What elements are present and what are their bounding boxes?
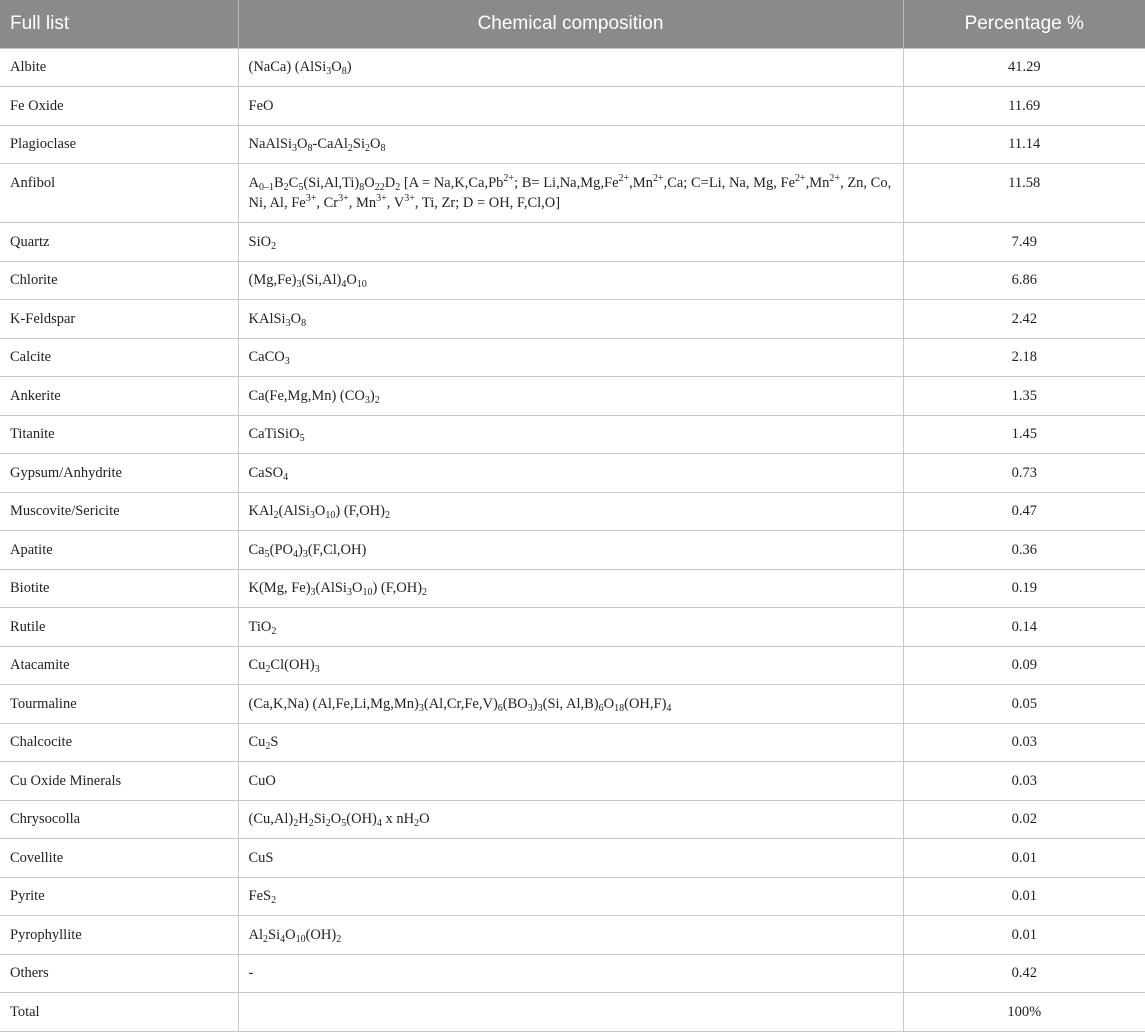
percentage-value: 6.86 — [903, 261, 1145, 300]
mineral-name: Biotite — [0, 569, 238, 608]
percentage-value: 41.29 — [903, 48, 1145, 87]
mineral-name: Atacamite — [0, 646, 238, 685]
chemical-formula: $(Mg,Fe)_3(Si,Al)_4O_{10}$ — [238, 261, 903, 300]
table-row — [0, 125, 1145, 164]
chemical-formula: $KAlSi_3O_8$ — [238, 300, 903, 339]
percentage-value: 0.01 — [903, 916, 1145, 955]
table-row — [0, 338, 1145, 377]
header-chemical-composition: Chemical composition — [238, 0, 903, 48]
table-row — [0, 87, 1145, 126]
chemical-formula — [238, 993, 903, 1032]
mineral-name: Total — [0, 993, 238, 1032]
chemical-formula: CaCO$_3$ — [238, 338, 903, 377]
percentage-value: 0.02 — [903, 800, 1145, 839]
chemical-formula: CaSO$_4$ — [238, 454, 903, 493]
table-row — [0, 164, 1145, 223]
percentage-value: 0.05 — [903, 685, 1145, 724]
chemical-formula: CuS — [238, 839, 903, 878]
chemical-formula: CuO — [238, 762, 903, 801]
chemical-formula: $KAl_2(AlSi_3O_{10})$ $(F,OH)_2$ — [238, 492, 903, 531]
percentage-value: 0.14 — [903, 608, 1145, 647]
chemical-formula: FeS$_2$ — [238, 877, 903, 916]
mineral-name: Plagioclase — [0, 125, 238, 164]
chemical-formula: $A_{0-1}B_2C_5(Si,Al,Ti)_8O_{22}D_2$ [$A = Na,K,Ca,Pb^{2+}$; $B= Li,Na,Mg,Fe^{2+},Mn^{2+},Ca$; C=Li, Na, Mg, $Fe^{2+},Mn^{2+}$, Zn, Co, Ni, Al, $Fe^{3+}$, $Cr^{3+}$, $Mn^{3+}$, $V^{3+}$, Ti, Zr; D = OH, F,Cl,O] — [238, 164, 903, 223]
table-row — [0, 608, 1145, 647]
table-row — [0, 531, 1145, 570]
chemical-formula: Ca(Fe,Mg,Mn) $(CO_3)_2$ — [238, 377, 903, 416]
mineral-name: K-Feldspar — [0, 300, 238, 339]
percentage-value: 100% — [903, 993, 1145, 1032]
mineral-name: Muscovite/Sericite — [0, 492, 238, 531]
mineral-name: Calcite — [0, 338, 238, 377]
table-row — [0, 993, 1145, 1032]
percentage-value: 0.03 — [903, 723, 1145, 762]
mineral-name: Apatite — [0, 531, 238, 570]
mineral-name: Albite — [0, 48, 238, 87]
mineral-name: Covellite — [0, 839, 238, 878]
chemical-formula: SiO$_2$ — [238, 223, 903, 262]
table-row — [0, 954, 1145, 993]
mineral-name: Rutile — [0, 608, 238, 647]
chemical-formula: $(Cu,Al)_2H_2Si_2O_5(OH)_4$ x $nH_2O$ — [238, 800, 903, 839]
table-row — [0, 916, 1145, 955]
chemical-formula: TiO$_2$ — [238, 608, 903, 647]
percentage-value: 0.19 — [903, 569, 1145, 608]
table-row — [0, 839, 1145, 878]
percentage-value: 0.47 — [903, 492, 1145, 531]
mineral-name: Chalcocite — [0, 723, 238, 762]
chemical-formula: K(Mg, $Fe)_3(AlSi_3O_{10})$ $(F,OH)_2$ — [238, 569, 903, 608]
percentage-value: 1.35 — [903, 377, 1145, 416]
mineral-name: Chlorite — [0, 261, 238, 300]
table-row — [0, 569, 1145, 608]
percentage-value: 0.01 — [903, 839, 1145, 878]
percentage-value: 0.73 — [903, 454, 1145, 493]
table-row — [0, 261, 1145, 300]
chemical-formula: $Cu_2S$ — [238, 723, 903, 762]
chemical-formula: (Ca,K,Na) $(Al,Fe,Li,Mg,Mn)_3(Al,Cr,Fe,V)_6(BO_3)_3(Si$, $Al,B)_6O_{18}(OH,F)_4$ — [238, 685, 903, 724]
table-row — [0, 492, 1145, 531]
table-row — [0, 454, 1145, 493]
percentage-value: 0.42 — [903, 954, 1145, 993]
mineral-name: Gypsum/Anhydrite — [0, 454, 238, 493]
chemical-formula: (NaCa) $(AlSi_3O_8)$ — [238, 48, 903, 87]
mineral-name: Pyrophyllite — [0, 916, 238, 955]
chemical-formula: CaTiSiO$_5$ — [238, 415, 903, 454]
percentage-value: 0.03 — [903, 762, 1145, 801]
percentage-value: 1.45 — [903, 415, 1145, 454]
chemical-formula: $Ca_5(PO_4)_3(F,Cl,OH)$ — [238, 531, 903, 570]
percentage-value: 0.36 — [903, 531, 1145, 570]
mineral-name: Fe Oxide — [0, 87, 238, 126]
header-row — [0, 0, 1145, 48]
mineral-name: Tourmaline — [0, 685, 238, 724]
mineral-name: Titanite — [0, 415, 238, 454]
table-row — [0, 415, 1145, 454]
mineral-name: Ankerite — [0, 377, 238, 416]
chemical-formula: $Cu_2Cl(OH)_3$ — [238, 646, 903, 685]
chemical-formula: - — [238, 954, 903, 993]
header-percentage: Percentage % — [903, 0, 1145, 48]
chemical-formula: $Al_2Si_4O_{10}(OH)_2$ — [238, 916, 903, 955]
percentage-value: 11.58 — [903, 164, 1145, 223]
table-row — [0, 800, 1145, 839]
percentage-value: 7.49 — [903, 223, 1145, 262]
mineral-name: Quartz — [0, 223, 238, 262]
percentage-value: 0.01 — [903, 877, 1145, 916]
mineral-name: Anfibol — [0, 164, 238, 223]
table-row — [0, 723, 1145, 762]
table-row — [0, 377, 1145, 416]
chemical-formula: $NaAlSi_3O_8-CaAl_2Si_2O_8$ — [238, 125, 903, 164]
table-row — [0, 646, 1145, 685]
mineral-name: Pyrite — [0, 877, 238, 916]
table-row — [0, 877, 1145, 916]
table-row — [0, 300, 1145, 339]
mineral-name: Others — [0, 954, 238, 993]
percentage-value: 2.42 — [903, 300, 1145, 339]
percentage-value: 11.69 — [903, 87, 1145, 126]
table-row — [0, 223, 1145, 262]
mineral-name: Chrysocolla — [0, 800, 238, 839]
percentage-value: 11.14 — [903, 125, 1145, 164]
table-row — [0, 762, 1145, 801]
header-full-list: Full list — [0, 0, 238, 48]
table-row — [0, 48, 1145, 87]
chemical-formula: FeO — [238, 87, 903, 126]
table-row — [0, 685, 1145, 724]
percentage-value: 0.09 — [903, 646, 1145, 685]
percentage-value: 2.18 — [903, 338, 1145, 377]
mineral-name: Cu Oxide Minerals — [0, 762, 238, 801]
